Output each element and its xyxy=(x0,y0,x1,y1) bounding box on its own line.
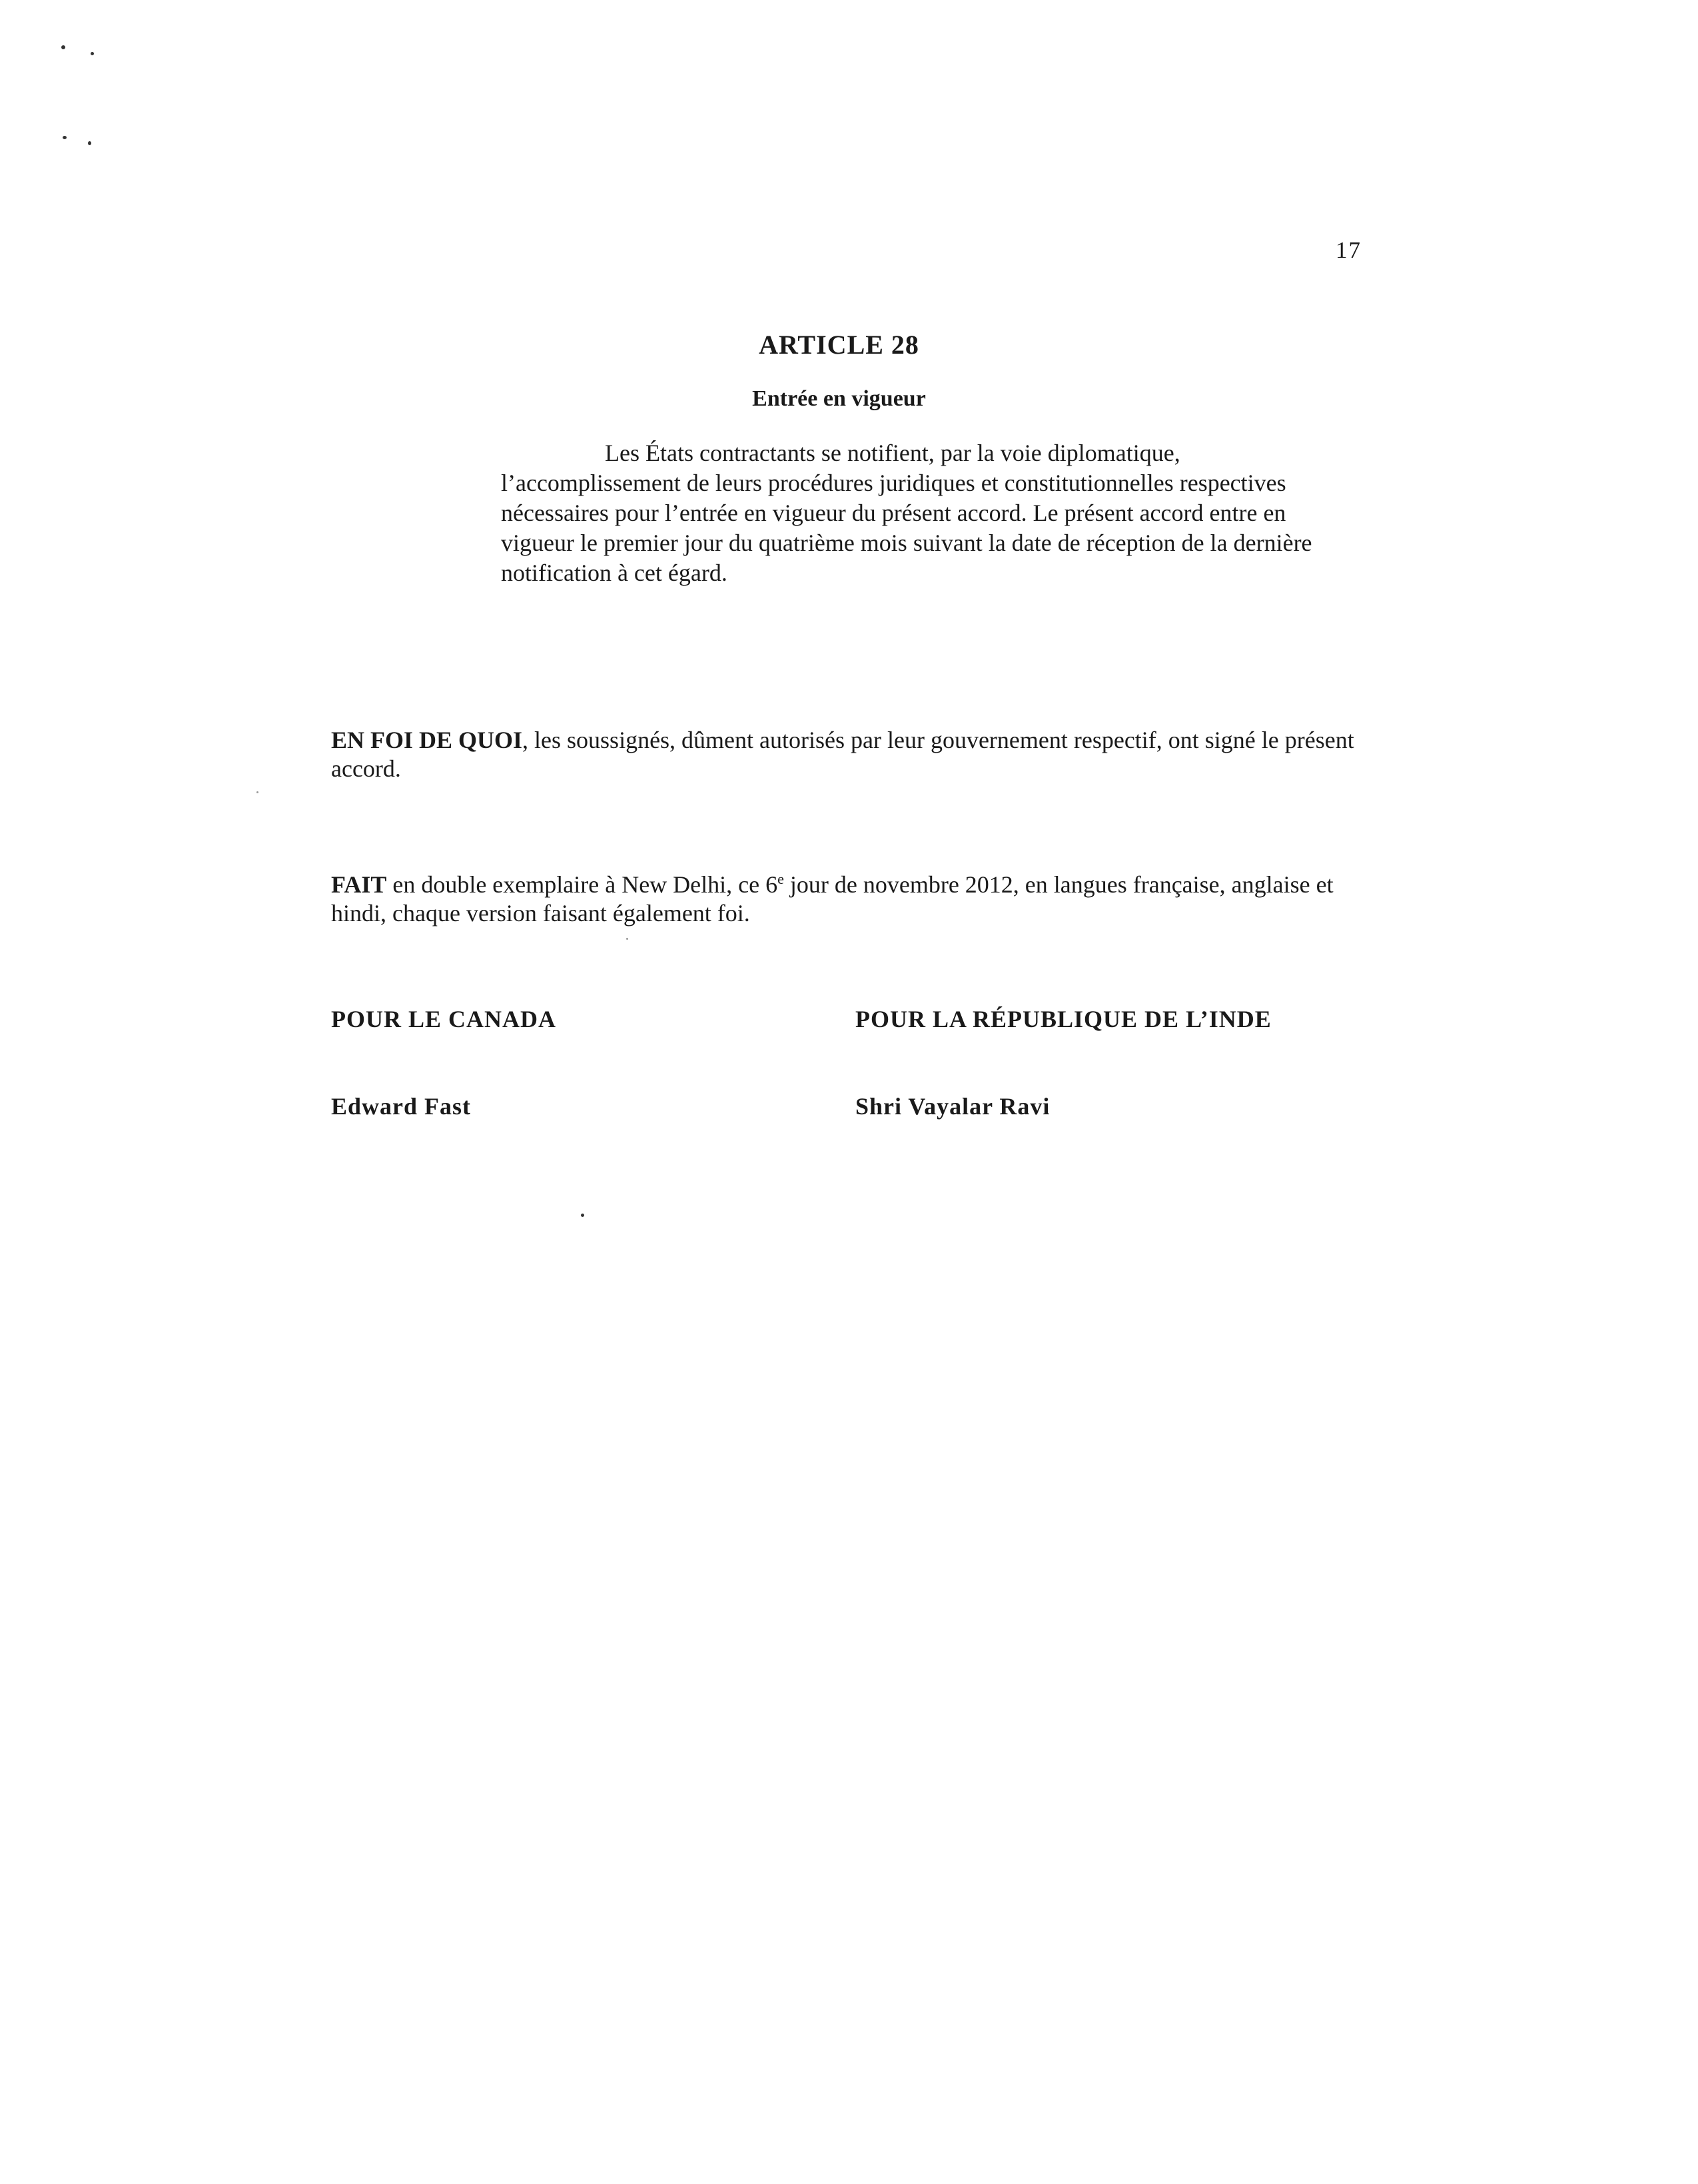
scan-speck xyxy=(61,45,65,49)
scan-speck xyxy=(88,141,91,145)
scan-speck xyxy=(581,1214,584,1217)
signatory-canada-name: Edward Fast xyxy=(331,1093,472,1120)
done-clause-superscript: e xyxy=(777,871,784,887)
page-number: 17 xyxy=(1336,237,1362,263)
witness-clause-text: , les soussignés, dûment autorisés par leur gouvernement respectif, ont signé le présent accord. xyxy=(331,727,1354,782)
done-clause xyxy=(331,865,1370,928)
scan-speck xyxy=(91,52,94,55)
done-clause-text-end: jour de novembre 2012, en langues française, anglaise et hindi, chaque version faisant également foi. xyxy=(331,871,1334,926)
signatory-canada-party: POUR LE CANADA xyxy=(331,1006,556,1032)
scan-speck xyxy=(626,938,628,940)
scan-speck xyxy=(63,136,67,139)
witness-clause xyxy=(331,726,1370,783)
article-subheading: Entrée en vigueur xyxy=(752,386,926,411)
article-body: Les États contractants se notifient, par la voie diplomatique, l’accomplissement de leurs procédures juridiques et constitutionnelles respectives nécessaires pour l’entrée en vigueur du présent accord. Le présent accord entre en vigueur le premier jour du quatrième mois suivant la date de réception de la dernière notification à cet égard. xyxy=(501,440,1312,586)
signatory-india-party: POUR LA RÉPUBLIQUE DE L’INDE xyxy=(855,1006,1272,1032)
witness-clause-lead: EN FOI DE QUOI xyxy=(331,727,523,753)
article-heading: ARTICLE 28 xyxy=(759,330,919,360)
signatory-india-name: Shri Vayalar Ravi xyxy=(855,1093,1051,1120)
done-clause-lead: FAIT xyxy=(331,871,387,898)
scan-speck xyxy=(256,791,258,793)
done-clause-text-start: en double exemplaire à New Delhi, ce 6 xyxy=(386,871,778,898)
